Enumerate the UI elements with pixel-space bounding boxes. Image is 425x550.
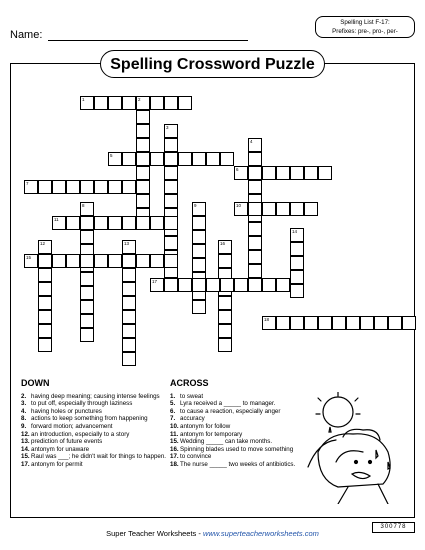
crossword-cell[interactable]	[192, 152, 206, 166]
crossword-cell[interactable]	[52, 180, 66, 194]
crossword-cell[interactable]	[178, 96, 192, 110]
crossword-cell[interactable]	[402, 316, 416, 330]
crossword-cell[interactable]	[136, 166, 150, 180]
cell-number: 5	[110, 153, 113, 158]
down-clue	[21, 415, 169, 423]
cell-number: 8	[82, 203, 85, 208]
clue-text: to convince	[180, 453, 212, 461]
clue-number: 9.	[21, 422, 27, 430]
crossword-cell[interactable]	[276, 278, 290, 292]
crossword-cell[interactable]	[122, 282, 136, 296]
down-clue	[21, 446, 169, 454]
clue-number: 17.	[170, 453, 179, 461]
clue-number: 6.	[170, 407, 176, 415]
clue-number: 10.	[170, 422, 179, 430]
crossword-cell[interactable]	[234, 278, 248, 292]
clue-text: forward motion; advancement	[31, 422, 113, 430]
clue-number: 11.	[170, 430, 179, 438]
crossword-cell[interactable]	[164, 236, 178, 250]
crossword-cell[interactable]	[290, 228, 304, 242]
clue-number: 3.	[21, 400, 27, 408]
crossword-cell[interactable]	[136, 96, 150, 110]
clue-number: 12.	[21, 430, 30, 438]
crossword-cell[interactable]	[290, 270, 304, 284]
clue-text: actions to keep something from happening	[31, 415, 148, 423]
clue-text: antonym for unaware	[31, 445, 90, 453]
crossword-cell[interactable]	[38, 296, 52, 310]
spelling-list-box	[315, 16, 415, 38]
name-line[interactable]	[48, 40, 248, 41]
down-clue	[21, 423, 169, 431]
crossword-cell[interactable]	[122, 216, 136, 230]
crossword-cell[interactable]	[80, 216, 94, 230]
crossword-cell[interactable]	[122, 310, 136, 324]
crossword-cell[interactable]	[136, 194, 150, 208]
crossword-cell[interactable]	[38, 282, 52, 296]
crossword-cell[interactable]	[38, 240, 52, 254]
cell-number: 3	[166, 125, 169, 130]
crossword-cell[interactable]	[304, 316, 318, 330]
crossword-cell[interactable]	[94, 254, 108, 268]
clue-number: 17.	[21, 460, 30, 468]
cell-number: 4	[250, 139, 253, 144]
crossword-cell[interactable]	[192, 244, 206, 258]
crossword-cell[interactable]	[178, 278, 192, 292]
crossword-cell[interactable]	[206, 278, 220, 292]
crossword-cell[interactable]	[80, 96, 94, 110]
clue-text: antonym for temporary	[180, 430, 243, 438]
crossword-cell[interactable]	[38, 310, 52, 324]
down-clue	[21, 393, 169, 401]
crossword-cell[interactable]	[136, 152, 150, 166]
crossword-cell[interactable]	[262, 166, 276, 180]
across-clue	[170, 400, 298, 408]
crossword-cell[interactable]	[24, 180, 38, 194]
cell-number: 11	[54, 217, 59, 222]
footer-url[interactable]: www.superteacherworksheets.com	[202, 529, 319, 538]
crossword-cell[interactable]	[108, 254, 122, 268]
crossword-cell[interactable]	[164, 96, 178, 110]
clue-number: 5.	[170, 400, 176, 408]
clue-text: accuracy	[180, 415, 205, 423]
crossword-cell[interactable]	[248, 152, 262, 166]
down-clue	[21, 453, 169, 461]
crossword-cell[interactable]	[66, 216, 80, 230]
crossword-cell[interactable]	[304, 166, 318, 180]
across-clue	[170, 408, 298, 416]
down-heading: DOWN	[21, 378, 50, 388]
crossword-cell[interactable]	[164, 194, 178, 208]
crossword-cell[interactable]	[290, 242, 304, 256]
crossword-cell[interactable]	[218, 310, 232, 324]
crossword-cell[interactable]	[290, 316, 304, 330]
crossword-cell[interactable]	[318, 316, 332, 330]
crossword-cell[interactable]	[80, 180, 94, 194]
crossword-cell[interactable]	[108, 180, 122, 194]
crossword-cell[interactable]	[218, 240, 232, 254]
crossword-cell[interactable]	[136, 216, 150, 230]
clue-text: antonym for follow	[180, 422, 231, 430]
crossword-cell[interactable]	[248, 264, 262, 278]
crossword-cell[interactable]	[276, 316, 290, 330]
crossword-cell[interactable]	[374, 316, 388, 330]
across-clue	[170, 431, 298, 439]
crossword-cell[interactable]	[136, 110, 150, 124]
across-clue	[170, 461, 298, 469]
crossword-cell[interactable]	[220, 152, 234, 166]
crossword-cell[interactable]	[164, 180, 178, 194]
clue-text: Raul was ___; he didn't wait for things to happen.	[31, 453, 166, 461]
spelling-list-title: Spelling List F-17:	[340, 19, 390, 26]
crossword-cell[interactable]	[108, 216, 122, 230]
clue-number: 16.	[170, 445, 179, 453]
clue-number: 8.	[21, 415, 27, 423]
crossword-cell[interactable]	[94, 216, 108, 230]
clue-text: having deep meaning; causing intense feelings	[31, 392, 160, 400]
crossword-cell[interactable]	[234, 202, 248, 216]
crossword-cell[interactable]	[122, 96, 136, 110]
crossword-cell[interactable]	[318, 166, 332, 180]
footer	[0, 529, 425, 538]
crossword-cell[interactable]	[164, 216, 178, 230]
worksheet-code: 300778	[372, 522, 415, 533]
clue-text: antonym for permit	[31, 460, 83, 468]
crossword-cell[interactable]	[218, 254, 232, 268]
clue-number: 15.	[21, 453, 30, 461]
crossword-cell[interactable]	[388, 316, 402, 330]
crossword-cell[interactable]	[24, 254, 38, 268]
clue-number: 7.	[170, 415, 176, 423]
crossword-cell[interactable]	[248, 138, 262, 152]
clue-number: 1.	[170, 392, 176, 400]
crossword-cell[interactable]	[80, 300, 94, 314]
crossword-cell[interactable]	[192, 202, 206, 216]
crossword-cell[interactable]	[290, 256, 304, 270]
crossword-cell[interactable]	[122, 324, 136, 338]
crossword-cell[interactable]	[276, 202, 290, 216]
crossword-cell[interactable]	[248, 236, 262, 250]
crossword-cell[interactable]	[80, 272, 94, 286]
clue-number: 14.	[21, 445, 30, 453]
crossword-cell[interactable]	[38, 268, 52, 282]
crossword-cell[interactable]	[52, 254, 66, 268]
crossword-cell[interactable]	[164, 254, 178, 268]
cell-number: 12	[40, 241, 46, 246]
sweating-student-illustration	[288, 392, 410, 504]
clue-text: The nurse _____ two weeks of antibiotics.	[180, 460, 296, 468]
clue-number: 15.	[170, 438, 179, 446]
crossword-cell[interactable]	[192, 300, 206, 314]
cell-number: 15	[26, 255, 32, 260]
across-clue	[170, 393, 298, 401]
crossword-cell[interactable]	[150, 152, 164, 166]
crossword-cell[interactable]	[164, 124, 178, 138]
crossword-cell[interactable]	[94, 96, 108, 110]
crossword-cell[interactable]	[122, 352, 136, 366]
crossword-cell[interactable]	[164, 278, 178, 292]
crossword-cell[interactable]	[122, 180, 136, 194]
crossword-cell[interactable]	[192, 278, 206, 292]
across-clue	[170, 446, 298, 454]
crossword-cell[interactable]	[80, 286, 94, 300]
crossword-cell[interactable]	[360, 316, 374, 330]
crossword-cell[interactable]	[262, 278, 276, 292]
down-clues	[21, 380, 169, 469]
crossword-cell[interactable]	[80, 328, 94, 342]
down-clue	[21, 408, 169, 416]
cell-number: 2	[138, 97, 141, 102]
crossword-cell[interactable]	[248, 250, 262, 264]
down-clue	[21, 438, 169, 446]
across-clue	[170, 453, 298, 461]
crossword-cell[interactable]	[262, 316, 276, 330]
crossword-cell[interactable]	[136, 138, 150, 152]
cell-number: 10	[236, 203, 242, 208]
cell-number: 14	[292, 229, 298, 234]
crossword-cell[interactable]	[136, 254, 150, 268]
crossword-cell[interactable]	[218, 324, 232, 338]
clue-number: 13.	[21, 438, 30, 446]
crossword-cell[interactable]	[80, 314, 94, 328]
crossword-cell[interactable]	[38, 338, 52, 352]
crossword-cell[interactable]	[122, 268, 136, 282]
spelling-list-prefixes: Prefixes: pre-, pro-, per-	[332, 28, 398, 35]
name-label: Name:	[10, 29, 43, 41]
crossword-cell[interactable]	[80, 254, 94, 268]
crossword-cell[interactable]	[122, 296, 136, 310]
crossword-cell[interactable]	[52, 216, 66, 230]
crossword-cell[interactable]	[136, 180, 150, 194]
crossword-cell[interactable]	[80, 230, 94, 244]
crossword-cell[interactable]	[150, 254, 164, 268]
crossword-cell[interactable]	[218, 338, 232, 352]
crossword-cell[interactable]	[122, 240, 136, 254]
clue-text: an introduction, especially to a story	[31, 430, 130, 438]
crossword-cell[interactable]	[136, 124, 150, 138]
clue-text: Wedding _____ can take months.	[180, 438, 273, 446]
crossword-cell[interactable]	[218, 296, 232, 310]
across-clue	[170, 438, 298, 446]
crossword-cell[interactable]	[248, 278, 262, 292]
crossword-cell[interactable]	[150, 278, 164, 292]
crossword-cell[interactable]	[290, 284, 304, 298]
crossword-cell[interactable]	[38, 324, 52, 338]
down-clue	[21, 461, 169, 469]
clue-number: 2.	[21, 392, 27, 400]
crossword-cell[interactable]	[248, 180, 262, 194]
crossword-cell[interactable]	[38, 254, 52, 268]
crossword-cell[interactable]	[234, 166, 248, 180]
clue-number: 4.	[21, 407, 27, 415]
crossword-cell[interactable]	[192, 258, 206, 272]
cell-number: 7	[26, 181, 29, 186]
down-clue	[21, 400, 169, 408]
clue-text: Spinning blades used to move something	[180, 445, 294, 453]
crossword-cell[interactable]	[150, 216, 164, 230]
footer-brand: Super Teacher Worksheets	[106, 529, 197, 538]
clue-text: having holes or punctures	[31, 407, 102, 415]
crossword-cell[interactable]	[248, 202, 262, 216]
cell-number: 1	[82, 97, 85, 102]
across-clues	[170, 380, 298, 469]
clue-text: to put off, especially through laziness	[31, 400, 133, 408]
crossword-cell[interactable]	[38, 180, 52, 194]
crossword-cell[interactable]	[346, 316, 360, 330]
crossword-cell[interactable]	[192, 216, 206, 230]
clue-text: Lyra received a _____ to manager.	[180, 400, 276, 408]
crossword-cell[interactable]	[122, 254, 136, 268]
clue-number: 18.	[170, 460, 179, 468]
cell-number: 17	[152, 279, 158, 284]
crossword-cell[interactable]	[66, 254, 80, 268]
down-clue	[21, 431, 169, 439]
crossword-cell[interactable]	[248, 222, 262, 236]
crossword-cell[interactable]	[122, 152, 136, 166]
crossword-cell[interactable]	[164, 152, 178, 166]
across-heading: ACROSS	[170, 378, 209, 388]
footer-sep: -	[196, 529, 203, 538]
clue-text: to cause a reaction, especially anger	[180, 407, 281, 415]
crossword-cell[interactable]	[164, 166, 178, 180]
across-clue	[170, 415, 298, 423]
crossword-cell[interactable]	[108, 96, 122, 110]
page-title: Spelling Crossword Puzzle	[100, 50, 325, 78]
crossword-cell[interactable]	[108, 152, 122, 166]
cell-number: 9	[194, 203, 197, 208]
crossword-cell[interactable]	[262, 202, 276, 216]
cell-number: 6	[236, 167, 239, 172]
crossword-cell[interactable]	[178, 152, 192, 166]
crossword-cell[interactable]	[94, 180, 108, 194]
crossword-cell[interactable]	[150, 96, 164, 110]
crossword-cell[interactable]	[332, 316, 346, 330]
crossword-cell[interactable]	[220, 278, 234, 292]
cell-number: 13	[124, 241, 130, 246]
crossword-cell[interactable]	[164, 138, 178, 152]
crossword-cell[interactable]	[122, 338, 136, 352]
crossword-cell[interactable]	[192, 230, 206, 244]
crossword-cell[interactable]	[66, 180, 80, 194]
crossword-cell[interactable]	[276, 166, 290, 180]
crossword-cell[interactable]	[290, 202, 304, 216]
crossword-cell[interactable]	[248, 166, 262, 180]
clue-text: prediction of future events	[31, 438, 103, 446]
crossword-cell[interactable]	[206, 152, 220, 166]
clue-text: to sweat	[180, 392, 204, 400]
crossword-cell[interactable]	[304, 202, 318, 216]
cell-number: 18	[264, 317, 270, 322]
cell-number: 16	[220, 241, 226, 246]
across-clue	[170, 423, 298, 431]
crossword-cell[interactable]	[80, 202, 94, 216]
crossword-cell[interactable]	[290, 166, 304, 180]
